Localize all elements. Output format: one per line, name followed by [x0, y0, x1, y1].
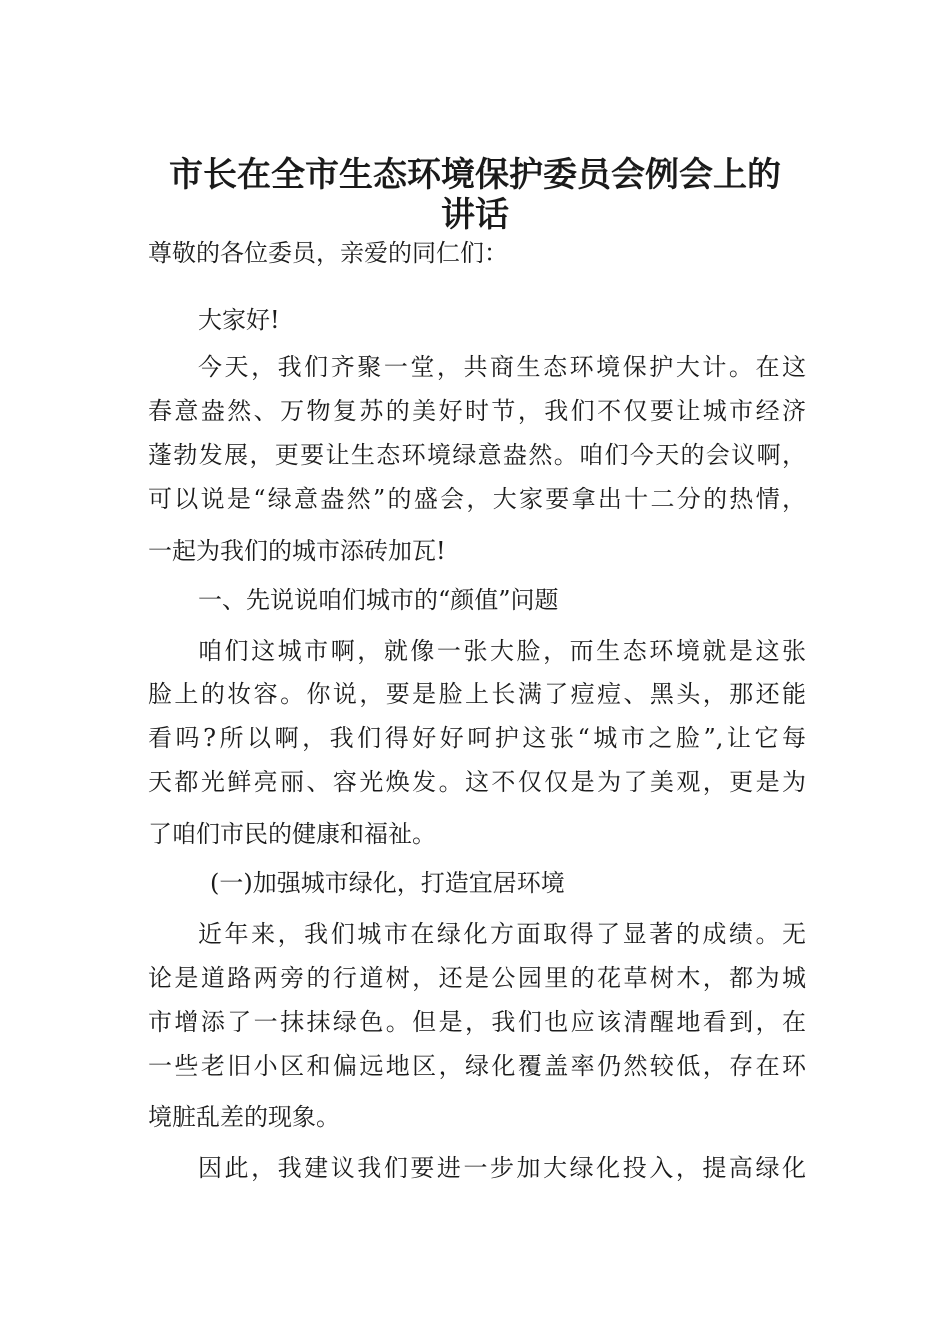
- paragraph-2-line-1: 咱们这城市啊，就像一张大脸，而生态环境就是这张: [198, 637, 806, 665]
- paragraph-2-line-2: 脸上的妆容。你说，要是脸上长满了痘痘、黑头，那还能: [148, 680, 806, 708]
- paragraph-2-line-3: 看吗?所以啊，我们得好好呵护这张“城市之脸”,让它每: [148, 724, 806, 752]
- paragraph-3-line-4: 一些老旧小区和偏远地区，绿化覆盖率仍然较低，存在环: [148, 1052, 806, 1080]
- paragraph-1-line-4: 可以说是“绿意盎然”的盛会，大家要拿出十二分的热情，: [148, 485, 806, 513]
- salutation: 尊敬的各位委员，亲爱的同仁们：: [148, 239, 508, 267]
- subsection-heading-1: (一)加强城市绿化，打造宜居环境: [210, 869, 565, 897]
- paragraph-1-line-3: 蓬勃发展，更要让生态环境绿意盎然。咱们今天的会议啊，: [148, 441, 806, 469]
- paragraph-4-line-1: 因此，我建议我们要进一步加大绿化投入，提高绿化: [198, 1154, 806, 1182]
- paragraph-1-line-2: 春意盎然、万物复苏的美好时节，我们不仅要让城市经济: [148, 397, 806, 425]
- paragraph-2-line-5: 了咱们市民的健康和福祉。: [148, 820, 436, 848]
- greeting: 大家好!: [198, 306, 280, 334]
- paragraph-3-line-1: 近年来，我们城市在绿化方面取得了显著的成绩。无: [198, 920, 806, 948]
- paragraph-1-line-5: 一起为我们的城市添砖加瓦!: [148, 537, 446, 565]
- paragraph-3-line-2: 论是道路两旁的行道树，还是公园里的花草树木，都为城: [148, 964, 806, 992]
- paragraph-2-line-4: 天都光鲜亮丽、容光焕发。这不仅仅是为了美观，更是为: [148, 768, 806, 796]
- section-heading-1: 一、先说说咱们城市的“颜值”问题: [198, 586, 559, 614]
- document-title-line-1: 市长在全市生态环境保护委员会例会上的: [169, 155, 781, 195]
- paragraph-1-line-1: 今天，我们齐聚一堂，共商生态环境保护大计。在这: [198, 353, 806, 381]
- paragraph-3-line-5: 境脏乱差的现象。: [148, 1103, 340, 1131]
- document-title-line-2: 讲话: [441, 195, 509, 235]
- paragraph-3-line-3: 市增添了一抹抹绿色。但是，我们也应该清醒地看到，在: [148, 1008, 806, 1036]
